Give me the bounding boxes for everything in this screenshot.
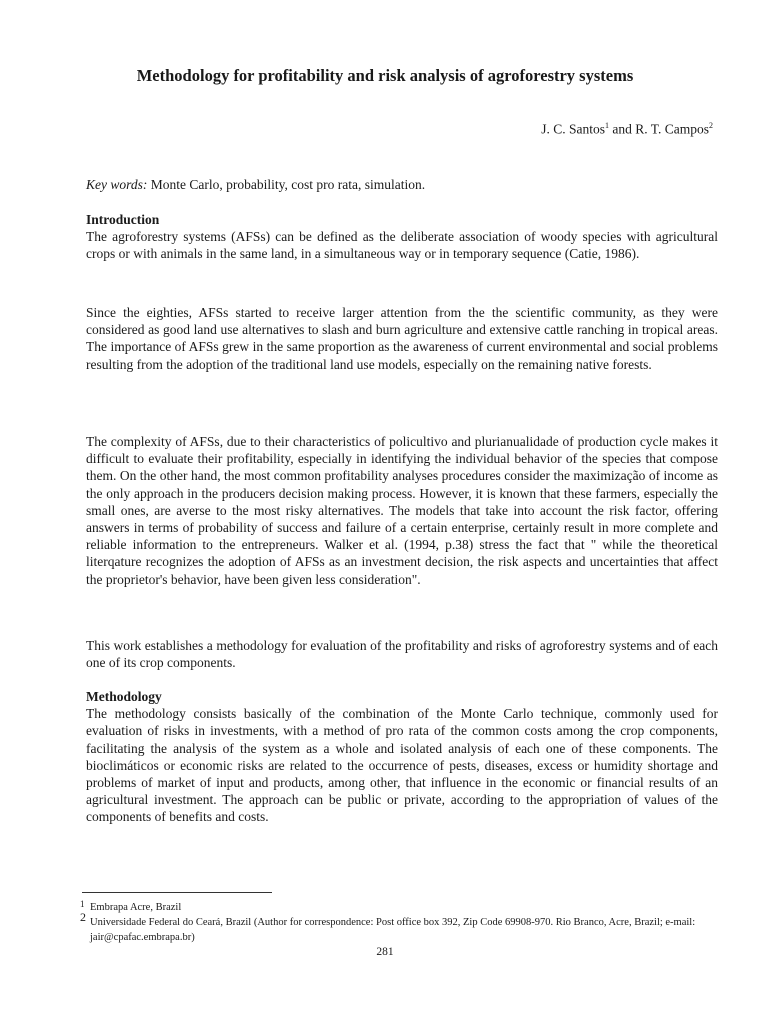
footnote-divider [82,892,272,893]
footnote-1 [80,900,720,915]
affiliation-mark-1: 1 [604,121,609,130]
introduction-section [86,211,718,263]
introduction-heading: Introduction [86,212,160,227]
methodology-paragraph: The methodology consists basically of the combination of the Monte Carlo technique, commonly used for evaluation of risks in investments, with a method of pro rata of the common costs among the crop components, facilitating the analysis of the system as a whole and isolated analysis of each one of these components. The bioclimáticos or economic risks are related to the occurrence of pests, diseases, excess or humidity shortage and problems of market of input and products, among other, that influence in the economic or financial results of an agricultural investment. The approach can be public or private, according to the appropriation of values of the components of benefits and costs. [86,706,718,825]
methodology-heading: Methodology [86,689,162,704]
paper-title: Methodology for profitability and risk analysis of agroforestry systems [136,66,634,85]
footnote-2-mark: 2 [80,910,86,924]
keywords-label: Key words: [86,177,148,192]
footnote-2-text: Universidade Federal do Ceará, Brazil (Author for correspondence: Post office box 392, Zip Code 69908-970. Rio Branco, Acre, Brazil; e-mail: jair@cpafac.embrapa.br) [90,917,696,943]
keywords-line [86,177,718,193]
footnote-2 [80,910,720,945]
intro-paragraph-3-block [86,433,718,588]
intro-paragraph-4-block [86,637,718,671]
page-number: 281 [376,946,394,958]
keywords-text: Monte Carlo, probability, cost pro rata, simulation. [150,177,426,192]
intro-paragraph-2: Since the eighties, AFSs started to receive larger attention from the the scientific community, as they were considered as good land use alternatives to slash and burn agriculture and extensive cattle ranching in tropical areas. The importance of AFSs grew in the same proportion as the awareness of current environmental and social problems resulting from the adoption of the traditional land use models, especially on the remaining native forests. [86,305,718,372]
affiliation-mark-2: 2 [709,121,713,130]
footnote-1-mark: 1 [80,899,85,909]
intro-paragraph-1: The agroforestry systems (AFSs) can be defined as the deliberate association of woody species with agricultural crops or with animals in the same land, in a simultaneous way or in temporary sequence (Catie, 1986). [86,229,718,262]
intro-paragraph-2-block [86,304,718,373]
footnotes [80,900,720,945]
footnote-1-text: Embrapa Acre, Brazil [90,902,182,913]
intro-paragraph-4: This work establishes a methodology for evaluation of the profitability and risks of agroforestry systems and of each one of its crop components. [86,638,718,671]
author-line [541,121,713,138]
intro-paragraph-3: The complexity of AFSs, due to their characteristics of policultivo and plurianualidade of production cycle makes it difficult to evaluate their profitability, especially in identifying the individual behavior of the species that compose them. On the other hand, the most common profitability analyses procedures consider the maximização of income as the only approach in the producers decision making process. However, it is known that these farmers, especially the small ones, are averse to the most risky alternatives. The models that take into account the risk factor, offering answers in terms of probability of success and failure of a certain enterprise, certainly result in more complete and reliable information to the entrepreneurs. Walker et al. (1994, p.38) stress the fact that " while the theoretical literqature recognizes the adoption of AFSs as an investment decision, the risk aspects and uncertainties that affect the proprietor's behavior, have been given less consideration". [86,434,718,587]
methodology-section [86,688,718,826]
author-2: R. T. Campos [635,121,709,137]
author-connector: and [612,121,632,137]
author-1: J. C. Santos [541,121,605,137]
